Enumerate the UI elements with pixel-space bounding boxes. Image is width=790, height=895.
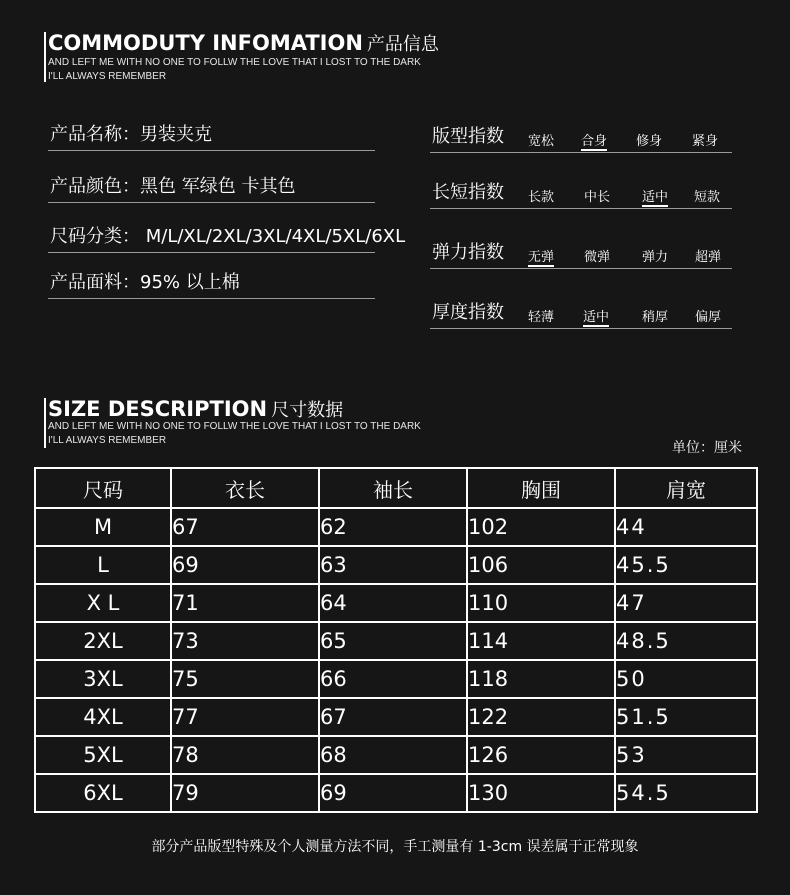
cell-sleeve: 65	[319, 622, 467, 660]
cell-length: 78	[171, 736, 319, 774]
size-title-en: SIZE DESCRIPTION	[48, 397, 268, 421]
cell-shoulder: 48.5	[615, 622, 757, 660]
product-fabric: 产品面料：95% 以上棉	[50, 272, 240, 293]
table-row	[35, 622, 757, 660]
size-table-body	[35, 508, 757, 812]
product-color-row	[48, 172, 375, 203]
cell-chest: 126	[467, 736, 615, 774]
cell-length: 77	[171, 698, 319, 736]
cell-size: 6XL	[35, 774, 171, 812]
cell-length: 75	[171, 660, 319, 698]
col-header-length: 衣长	[171, 468, 319, 508]
product-fabric-row	[48, 268, 375, 299]
product-sizes: 尺码分类： M/L/XL/2XL/3XL/4XL/5XL/6XL	[50, 226, 406, 247]
col-header-sleeve: 袖长	[319, 468, 467, 508]
index-option-selected: 无弹	[528, 246, 554, 267]
cell-sleeve: 67	[319, 698, 467, 736]
product-name-row	[48, 120, 375, 151]
cell-sleeve: 68	[319, 736, 467, 774]
cell-size: 3XL	[35, 660, 171, 698]
cell-chest: 130	[467, 774, 615, 812]
index-option: 稍厚	[642, 310, 669, 325]
index-option: 长款	[528, 190, 555, 205]
cell-shoulder: 54.5	[615, 774, 757, 812]
cell-size: M	[35, 508, 171, 546]
index-option: 宽松	[528, 134, 555, 149]
header-accent-bar	[44, 32, 46, 82]
cell-chest: 102	[467, 508, 615, 546]
size-title	[48, 396, 343, 422]
index-option: 修身	[636, 134, 663, 149]
product-name: 产品名称：男装夹克	[50, 124, 212, 145]
index-option: 偏厚	[695, 310, 722, 325]
commodity-title-en: COMMODUTY INFOMATION	[48, 31, 363, 55]
footnote: 部分产品版型特殊及个人测量方法不同，手工测量有 1-3cm 误差属于正常现象	[151, 839, 639, 855]
product-color: 产品颜色：黑色 军绿色 卡其色	[50, 176, 296, 197]
size-subtitle-2: I'LL ALWAYS REMEMBER	[48, 435, 167, 446]
cell-chest: 118	[467, 660, 615, 698]
index-option-selected: 合身	[581, 130, 607, 151]
col-header-chest: 胸围	[467, 468, 615, 508]
header-accent-bar	[44, 398, 46, 448]
table-row	[35, 736, 757, 774]
index-label: 长短指数	[432, 182, 504, 203]
cell-size: 5XL	[35, 736, 171, 774]
cell-length: 69	[171, 546, 319, 584]
commodity-subtitle-1: AND LEFT ME WITH NO ONE TO FOLLW THE LOVE THAT I LOST TO THE DARK	[48, 57, 421, 68]
table-row	[35, 774, 757, 812]
size-table	[34, 467, 758, 813]
cell-sleeve: 66	[319, 660, 467, 698]
table-header-row	[35, 468, 757, 508]
cell-chest: 122	[467, 698, 615, 736]
index-label: 弹力指数	[432, 242, 504, 263]
table-row	[35, 584, 757, 622]
cell-length: 67	[171, 508, 319, 546]
cell-size: X L	[35, 584, 171, 622]
col-header-shoulder: 肩宽	[615, 468, 757, 508]
cell-chest: 114	[467, 622, 615, 660]
index-option: 短款	[694, 190, 721, 205]
index-option-selected: 适中	[642, 186, 668, 207]
size-subtitle-1: AND LEFT ME WITH NO ONE TO FOLLW THE LOVE THAT I LOST TO THE DARK	[48, 421, 421, 432]
size-title-cn: 尺寸数据	[271, 400, 344, 421]
cell-shoulder: 50	[615, 660, 757, 698]
thickness-index-row	[430, 294, 732, 329]
cell-chest: 106	[467, 546, 615, 584]
cell-size: 2XL	[35, 622, 171, 660]
length-index-row	[430, 174, 732, 209]
cell-size: L	[35, 546, 171, 584]
cell-shoulder: 47	[615, 584, 757, 622]
commodity-title	[48, 30, 439, 56]
index-option: 紧身	[692, 134, 719, 149]
table-row	[35, 546, 757, 584]
cell-shoulder: 44	[615, 508, 757, 546]
index-option: 弹力	[642, 250, 669, 265]
commodity-title-cn: 产品信息	[366, 34, 439, 55]
cell-sleeve: 63	[319, 546, 467, 584]
commodity-subtitle-2: I'LL ALWAYS REMEMBER	[48, 71, 167, 82]
cell-sleeve: 64	[319, 584, 467, 622]
table-row	[35, 508, 757, 546]
index-option: 中长	[584, 190, 611, 205]
unit-label: 单位：厘米	[672, 440, 742, 456]
table-row	[35, 698, 757, 736]
index-option: 超弹	[695, 250, 722, 265]
cell-length: 79	[171, 774, 319, 812]
cell-length: 73	[171, 622, 319, 660]
table-row	[35, 660, 757, 698]
cell-sleeve: 62	[319, 508, 467, 546]
fit-index-row	[430, 118, 732, 153]
cell-shoulder: 45.5	[615, 546, 757, 584]
cell-shoulder: 53	[615, 736, 757, 774]
index-label: 厚度指数	[432, 302, 504, 323]
cell-chest: 110	[467, 584, 615, 622]
cell-length: 71	[171, 584, 319, 622]
index-label: 版型指数	[432, 126, 504, 147]
index-option: 轻薄	[528, 310, 555, 325]
cell-sleeve: 69	[319, 774, 467, 812]
index-option: 微弹	[584, 250, 611, 265]
col-header-size: 尺码	[35, 468, 171, 508]
elasticity-index-row	[430, 234, 732, 269]
cell-size: 4XL	[35, 698, 171, 736]
cell-shoulder: 51.5	[615, 698, 757, 736]
product-sizes-row	[48, 222, 406, 253]
index-option-selected: 适中	[583, 306, 609, 327]
